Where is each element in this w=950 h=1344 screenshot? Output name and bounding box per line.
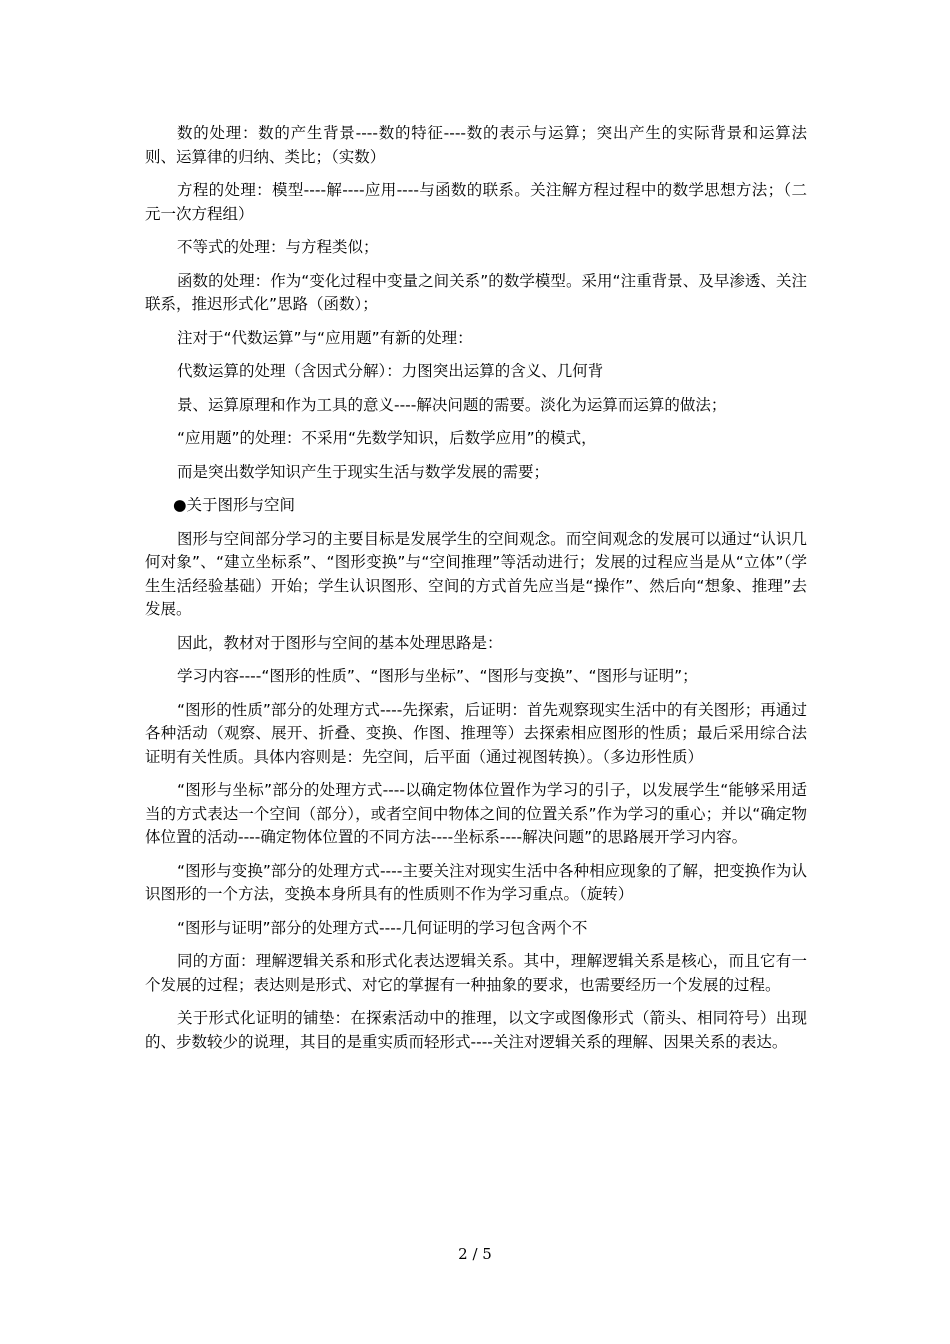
paragraph-word-problem-cont: 而是突出数学知识产生于现实生活与数学发展的需要； [177, 462, 550, 481]
paragraph-shape-space-goal: 图形与空间部分学习的主要目标是发展学生的空间观念。而空间观念的发展可以通过“认识几何对象”、“建立坐标系”、“图形变换”与“空间推理”等活动进行；发展的过程应当是从“立体”（学生生活经验基础）开始；学生认识图形、空间的方式首先应当是“操作”、然后向“想象、推理”去发展。 [145, 529, 807, 618]
paragraph-shape-proof: “图形与证明”部分的处理方式----几何证明的学习包含两个不 [177, 918, 588, 937]
paragraph-shape-properties: “图形的性质”部分的处理方式----先探索，后证明：首先观察现实生活中的有关图形；再通过各种活动（观察、展开、折叠、变换、作图、推理等）去探索相应图形的性质；最后采用综合法证明有关性质。具体内容则是：先空间，后平面（通过视图转换）。（多边形性质） [145, 700, 807, 766]
paragraph-learning-content: 学习内容----“图形的性质”、“图形与坐标”、“图形与变换”、“图形与证明”； [177, 667, 698, 685]
paragraph-shape-coordinates: “图形与坐标”部分的处理方式----以确定物体位置作为学习的引子，以发展学生“能够采用适当的方式表达一个空间（部分），或者空间中物体之间的位置关系”作为学习的重心；并以“确定物体位置的活动----确定物体位置的不同方法----坐标系----解决问题”的思路展开学习内容。 [145, 781, 807, 846]
paragraph-equation-handling: 方程的处理：模型----解----应用----与函数的联系。关注解方程过程中的数学思想方法；（二元一次方程组） [145, 181, 807, 223]
page-number: 2 / 5 [458, 1245, 492, 1263]
paragraph-number-handling: 数的处理：数的产生背景----数的特征----数的表示与运算；突出产生的实际背景和运算法则、运算律的归纳、类比；（实数） [145, 124, 807, 166]
paragraph-shape-proof-cont: 同的方面：理解逻辑关系和形式化表达逻辑关系。其中，理解逻辑关系是核心，而且它有一个发展的过程；表达则是形式、对它的掌握有一种抽象的要求，也需要经历一个发展的过程。 [145, 952, 807, 994]
paragraph-word-problem: “应用题”的处理：不采用“先数学知识，后数学应用”的模式， [177, 429, 597, 447]
paragraph-note-new-handling: 注对于“代数运算”与“应用题”有新的处理： [177, 328, 473, 347]
section-heading-shape-space: ●关于图形与空间 [173, 496, 296, 514]
paragraph-algebra-operation: 代数运算的处理（含因式分解）：力图突出运算的含义、几何背 [177, 362, 604, 380]
paragraph-algebra-operation-cont: 景、运算原理和作为工具的意义----解决问题的需要。淡化为运算而运算的做法； [177, 395, 727, 414]
paragraph-formal-proof-prep: 关于形式化证明的铺垫：在探索活动中的推理，以文字或图像形式（箭头、相同符号）出现的、步数较少的说理，其目的是重实质而轻形式----关注对逻辑关系的理解、因果关系的表达。 [145, 1009, 807, 1051]
paragraph-shape-transform: “图形与变换”部分的处理方式----主要关注对现实生活中各种相应现象的了解，把变换作为认识图形的一个方法，变换本身所具有的性质则不作为学习重点。（旋转） [145, 861, 807, 903]
document-body [145, 122, 807, 1064]
paragraph-inequality-handling: 不等式的处理：与方程类似； [177, 238, 379, 256]
paragraph-function-handling: 函数的处理：作为“变化过程中变量之间关系”的数学模型。采用“注重背景、及早渗透、关注联系，推迟形式化”思路（函数）； [145, 271, 807, 313]
paragraph-therefore: 因此，教材对于图形与空间的基本处理思路是： [177, 633, 503, 652]
